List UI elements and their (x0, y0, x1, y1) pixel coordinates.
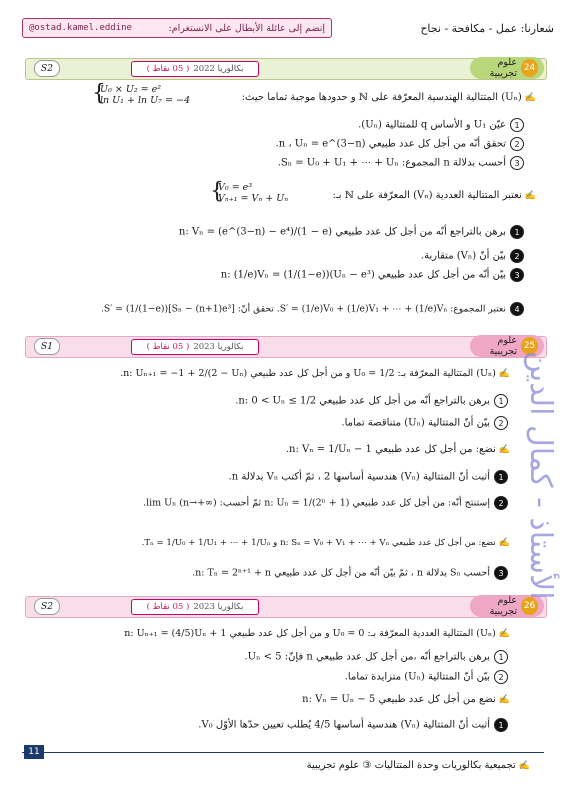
ex24-q1: 1عيّن U₁ و الأساس q للمتتالية (Uₙ). (358, 118, 524, 132)
session-tag: S2 (34, 60, 60, 77)
session-tag: S1 (34, 338, 60, 355)
ex24-intro-2: ✍نعتبر المتتالية العددية (Vₙ) المعرّفة على ℕ بـ: (332, 190, 536, 201)
join-text: إنضم إلى عائلة الأبطال على الانستغرام: (168, 22, 325, 34)
exercise-tag: علوم تجريبية (489, 57, 518, 79)
exercise-number: 26 (521, 597, 538, 615)
ex24-system-2: { V₀ = e³ Vₙ₊₁ = Vₙ + Uₙ (210, 179, 289, 204)
ex25-intro-2: ✍نضع: من أجل كل عدد طبيعي n: Vₙ = 1/Uₙ − 1. (285, 444, 510, 455)
bac-year: بكالوريا 2023 (193, 602, 244, 612)
ex24-q3: 3أحسب بدلالة n المجموع: Sₙ = U₀ + U₁ + ⋯ + Uₙ. (278, 156, 524, 170)
bac-points: ( 05 نقاط ) (146, 64, 190, 74)
ex24-p3: 3بيّن أنّه من أجل كل عدد طبيعي n: (1/e)Vₙ = (1/(1−e))(Uₙ − e³) (221, 268, 524, 282)
bac-label (131, 599, 259, 615)
exercise-tag: علوم تجريبية (489, 595, 518, 617)
exercise-24-bar (25, 58, 547, 80)
watermark: الأستاذ - كمال الدين (523, 351, 558, 600)
ex25-q1: 1برهن بالتراجع أنّه من أجل كل عدد طبيعي n: 0 < Uₙ ≤ 1/2. (235, 394, 508, 408)
exercise-25-bar (25, 336, 547, 358)
page-number: 11 (24, 745, 44, 759)
footer-text: ✍تجميعية بكالوريات وحدة المتتاليات ③ علوم تجريبية (306, 760, 530, 771)
ex25-p2: 2إستنتج أنّه: من أجل كل عدد طبيعي n: Uₙ = 1/(2ⁿ + 1) ثمّ أحسب: lim Uₙ (n→+∞). (143, 496, 508, 510)
ex26-p1: 1أثبت أنّ المتتالية (Vₙ) هندسية أساسها 4/5 يُطلب تعيين حدّها الأوّل V₀. (198, 718, 508, 732)
ex25-q2: 2بيّن أنّ المتتالية (Uₙ) متناقصة تماما. (341, 416, 508, 430)
system-eq-4: Vₙ₊₁ = Vₙ + Uₙ (218, 193, 289, 204)
instagram-banner (22, 18, 332, 38)
ex26-intro: ✍(Uₙ) المتتالية العددية المعرّفة بـ: U₀ = 0 و من أجل كل عدد طبيعي n: Uₙ₊₁ = (4/5)Uₙ + 1 (124, 628, 510, 639)
ex26-intro-2: ✍نضع من أجل كل عدد طبيعي n: Vₙ = Uₙ − 5 (302, 694, 510, 705)
ex24-p1: 1برهن بالتراجع أنّه من أجل كل عدد طبيعي n: Vₙ = (e^(3−n) − e⁴)/(1 − e) (179, 225, 524, 239)
bac-label (131, 61, 259, 77)
session-tag: S2 (34, 598, 60, 615)
bac-label (131, 339, 259, 355)
ex24-p4: 4نعتبر المجموع: S′ = (1/e)V₀ + (1/e)V₁ + ⋯ + (1/e)Vₙ. تحقق أنّ: S′ = (1/(1−e))[Sₙ − (n+1)e³]. (101, 302, 524, 316)
ex24-system-1: { U₀ × U₂ = e² ln U₁ + ln U₇ = −4 (92, 81, 190, 106)
bac-points: ( 05 نقاط ) (146, 342, 190, 352)
header-motto: شعارنا: عمل - مكافحة - نجاح (420, 22, 554, 35)
ex25-p1: 1أثبت أنّ المتتالية (Vₙ) هندسية أساسها 2 ، ثمّ أكتب Vₙ بدلالة n. (229, 470, 508, 484)
exercise-26-bar (25, 596, 547, 618)
exercise-number: 24 (521, 59, 538, 77)
ex24-p2: 2بيّن أنّ (Vₙ) متقاربة. (421, 249, 524, 263)
bac-points: ( 05 نقاط ) (146, 602, 190, 612)
system-eq-2: ln U₁ + ln U₇ = −4 (100, 95, 190, 106)
footer-divider (22, 752, 544, 753)
system-eq-3: V₀ = e³ (218, 182, 253, 193)
ex25-intro-3: ✍نضع: من أجل كل عدد طبيعي n: Sₙ = V₀ + V₁ + ⋯ + Vₙ و Tₙ = 1/U₀ + 1/U₁ + ⋯ + 1/Uₙ. (141, 538, 510, 548)
exercise-24-badge (470, 57, 544, 79)
ex26-q1: 1برهن بالتراجع أنّه ،من أجل كل عدد طبيعي n فإنّ: Uₙ < 5. (244, 650, 508, 664)
exercise-tag: علوم تجريبية (489, 335, 518, 357)
ex24-intro: ✍(Uₙ) المتتالية الهندسية المعرّفة على ℕ و حدودها موجبة تماما حيث: (241, 92, 536, 103)
exercise-number: 25 (521, 337, 538, 355)
ex26-q2: 2بيّن أنّ المتتالية (Uₙ) متزايدة تماما. (345, 670, 508, 684)
ex25-intro: ✍(Uₙ) المتتالية المعرّفة بـ: U₀ = 1/2 و من أجل كل عدد طبيعي n: Uₙ₊₁ = −1 + 2/(2 − Uₙ). (120, 368, 510, 379)
system-eq-1: U₀ × U₂ = e² (100, 84, 162, 95)
instagram-handle[interactable]: @ostad.kamel.eddine (29, 23, 132, 33)
bac-year: بكالوريا 2022 (193, 64, 244, 74)
ex25-p3: 3أحسب Sₙ بدلالة n ، ثمّ بيّن أنّه من أجل كل عدد طبيعي n: Tₙ = 2ⁿ⁺¹ + n. (192, 566, 508, 580)
bac-year: بكالوريا 2023 (193, 342, 244, 352)
ex24-q2: 2تحقق أنّه من أجل كل عدد طبيعي n ، Uₙ = e^(3−n). (276, 137, 524, 151)
